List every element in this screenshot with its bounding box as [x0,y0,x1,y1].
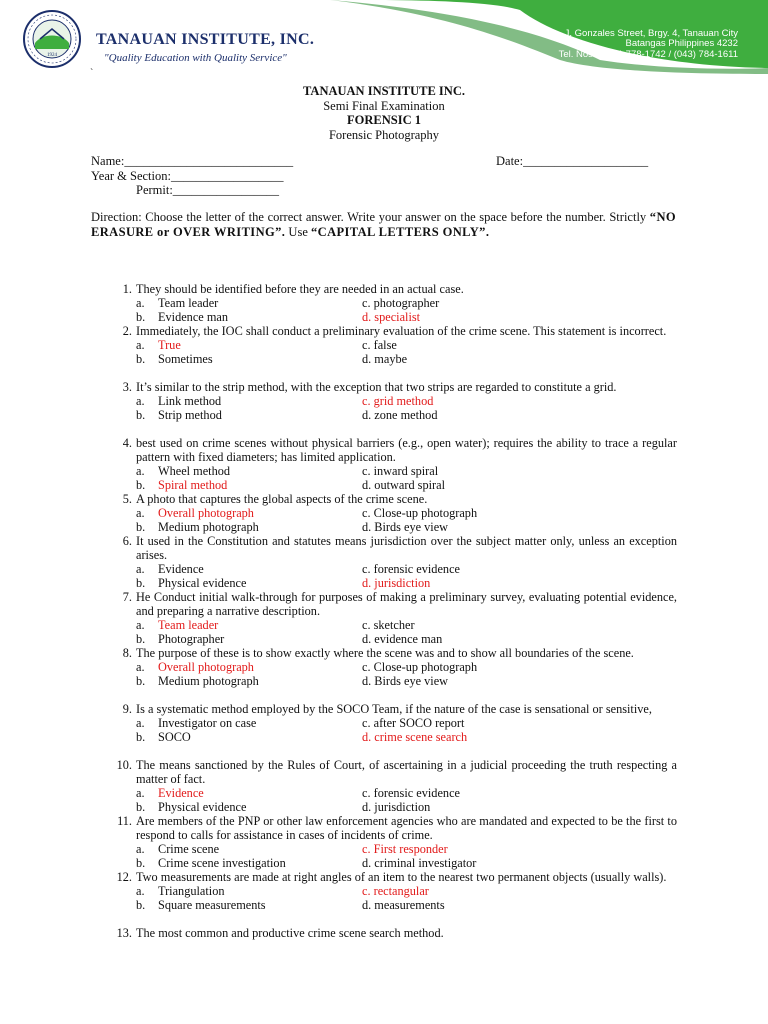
question-text: He Conduct initial walk-through for purposes of making a preliminary survey, evaluating potential evidence, and preparing a narrative description. [136,590,677,619]
address-line-1: J. Gonzales Street, Brgy. 4, Tanauan City [564,28,738,39]
seal-year: 1924 [47,53,57,58]
option-c [362,562,460,576]
option-text: d. Birds eye view [362,520,449,535]
year-section-field[interactable]: Year & Section:__________________ [91,169,284,183]
option-letter: b. [136,352,146,367]
name-field[interactable]: Name:___________________________ [91,154,294,168]
option-letter: a. [136,660,145,675]
option-b [136,576,246,590]
option-c [362,618,415,632]
option-b [136,730,191,744]
question-number: 8. [122,646,132,660]
question-options [112,394,677,422]
question-item [112,534,677,590]
question-number: 10. [116,758,132,772]
option-a [136,394,221,408]
option-letter: b. [136,408,146,423]
option-c [362,716,464,730]
directions-emphasis-capital-letters: “CAPITAL LETTERS ONLY”. [311,224,490,239]
option-letter: a. [136,884,145,899]
option-text: Wheel method [158,464,231,479]
option-text: Team leader [158,618,219,633]
option-letter: a. [136,338,145,353]
option-text: Evidence [158,562,204,577]
option-text: d. outward spiral [362,478,445,493]
question-text: Are members of the PNP or other law enforcement agencies who are mandated and expected to be the first to respond to calls for assistance in cases of incidents of crime. [136,814,677,843]
address-line-2: Batangas Philippines 4232 [625,38,738,49]
option-letter: b. [136,800,146,815]
option-text: Overall photograph [158,506,254,521]
option-text: c. rectangular [362,884,429,899]
option-text: c. photographer [362,296,440,311]
question-item [112,282,677,324]
option-b [136,674,259,688]
option-letter: b. [136,576,146,591]
option-text: Overall photograph [158,660,254,675]
option-text: Spiral method [158,478,228,493]
option-text: Medium photograph [158,520,259,535]
address-line-3: Tel. Nos.: (043) 778-1742 / (043) 784-1611 [558,49,738,60]
option-text: Physical evidence [158,800,247,815]
option-letter: b. [136,898,146,913]
option-text: True [158,338,181,353]
option-letter: a. [136,296,145,311]
option-text: d. jurisdiction [362,576,431,591]
option-b [136,310,228,324]
institution-seal-icon [22,9,82,69]
option-text: c. grid method [362,394,434,409]
option-text: Investigator on case [158,716,257,731]
option-text: Sometimes [158,352,213,367]
question-item [112,758,677,814]
question-text: It used in the Constitution and statutes means jurisdiction over the subject matter only, unless an exception arises. [136,534,677,563]
option-letter: b. [136,856,146,871]
question-item [112,814,677,870]
option-text: d. evidence man [362,632,443,647]
question-number: 5. [122,492,132,506]
question-number: 9. [122,702,132,716]
option-text: d. crime scene search [362,730,468,745]
option-d [362,520,448,534]
option-text: c. sketcher [362,618,415,633]
option-c [362,394,433,408]
stray-mark: ` [90,68,94,79]
question-item [112,590,677,646]
option-b [136,520,259,534]
option-a [136,660,254,674]
exam-subject: FORENSIC 1 [347,113,421,127]
question-item [112,702,677,744]
question-options [112,296,677,324]
option-d [362,674,448,688]
option-text: d. specialist [362,310,421,325]
option-text: c. Close-up photograph [362,660,478,675]
question-number: 13. [116,926,132,940]
option-text: Team leader [158,296,219,311]
institution-name: TANAUAN INSTITUTE, INC. [96,31,315,48]
option-text: d. maybe [362,352,408,367]
option-text: Link method [158,394,222,409]
question-text: The most common and productive crime scene search method. [136,926,444,940]
option-text: c. forensic evidence [362,562,460,577]
option-letter: b. [136,674,146,689]
option-letter: a. [136,786,145,801]
exam-school-name: TANAUAN INSTITUTE INC. [303,84,465,98]
exam-title-block [0,84,768,142]
question-options [112,884,677,912]
option-text: c. false [362,338,397,353]
question-item [112,926,677,940]
option-text: c. Close-up photograph [362,506,478,521]
option-c [362,660,477,674]
option-c [362,338,397,352]
option-d [362,408,437,422]
question-options [112,660,677,688]
option-text: Evidence man [158,310,228,325]
letterhead [0,0,768,79]
question-text: Immediately, the IOC shall conduct a preliminary evaluation of the crime scene. This statement is incorrect. [136,324,667,338]
option-text: Strip method [158,408,222,423]
question-number: 6. [122,534,132,548]
option-letter: a. [136,618,145,633]
option-d [362,632,442,646]
question-options [112,842,677,870]
option-a [136,464,230,478]
option-text: d. zone method [362,408,438,423]
question-text: They should be identified before they are needed in an actual case. [136,282,464,296]
option-text: Photographer [158,632,225,647]
question-options [112,464,677,492]
question-options [112,618,677,646]
option-c [362,884,429,898]
question-text: The means sanctioned by the Rules of Court, of ascertaining in a judicial proceeding the truth respecting a matter of fact. [136,758,677,787]
option-d [362,898,445,912]
option-c [362,296,439,310]
option-letter: b. [136,520,146,535]
question-number: 2. [122,324,132,338]
option-d [362,576,430,590]
option-letter: b. [136,310,146,325]
question-number: 3. [122,380,132,394]
question-text: best used on crime scenes without physical barriers (e.g., open water); requires the ability to trace a regular pattern with fixed diameters; has limited application. [136,436,677,465]
option-d [362,800,430,814]
option-a [136,338,181,352]
directions-emphasis-no-erasure: “NO ERASURE or OVER WRITING”. [91,210,676,239]
option-b [136,408,222,422]
option-b [136,856,286,870]
question-options [112,506,677,534]
option-a [136,506,254,520]
exam-type: Semi Final Examination [323,98,445,113]
option-text: Crime scene investigation [158,856,286,871]
option-text: Physical evidence [158,576,247,591]
option-letter: b. [136,730,146,745]
question-options [112,338,677,366]
option-d [362,352,407,366]
option-text: c. inward spiral [362,464,439,479]
directions-use: Use [285,224,311,239]
question-item [112,380,677,422]
option-text: Medium photograph [158,674,259,689]
option-letter: b. [136,632,146,647]
permit-field[interactable]: Permit:_________________ [136,183,280,197]
option-text: d. criminal investigator [362,856,477,871]
option-c [362,464,438,478]
option-text: d. measurements [362,898,445,913]
option-letter: b. [136,478,146,493]
question-text: The purpose of these is to show exactly where the scene was and to show all boundaries of the scene. [136,646,634,660]
option-letter: a. [136,394,145,409]
date-field[interactable]: Date:____________________ [496,154,649,168]
question-text: Two measurements are made at right angles of an item to the nearest two permanent objects (usually walls). [136,870,667,884]
option-c [362,506,477,520]
option-c [362,842,448,856]
option-text: Triangulation [158,884,225,899]
question-number: 1. [122,282,132,296]
question-item [112,436,677,492]
question-item [112,492,677,534]
option-letter: a. [136,506,145,521]
question-item [112,870,677,912]
option-d [362,310,420,324]
option-c [362,786,460,800]
question-number: 11. [117,814,132,828]
option-b [136,478,227,492]
option-text: SOCO [158,730,191,745]
option-text: c. forensic evidence [362,786,460,801]
option-text: c. after SOCO report [362,716,465,731]
option-a [136,884,225,898]
option-a [136,842,219,856]
question-options [112,562,677,590]
option-a [136,562,204,576]
option-letter: a. [136,464,145,479]
question-text: Is a systematic method employed by the SOCO Team, if the nature of the case is sensational or sensitive, [136,702,652,716]
option-text: Crime scene [158,842,220,857]
option-d [362,856,476,870]
option-b [136,800,246,814]
option-d [362,478,445,492]
option-text: d. jurisdiction [362,800,431,815]
option-a [136,296,218,310]
question-number: 4. [122,436,132,450]
question-options [112,716,677,744]
option-a [136,716,256,730]
option-text: Evidence [158,786,204,801]
option-b [136,352,213,366]
question-item [112,646,677,688]
option-letter: a. [136,716,145,731]
option-letter: a. [136,562,145,577]
option-text: c. First responder [362,842,448,857]
directions-paragraph [91,210,676,239]
option-a [136,786,204,800]
institution-tagline: "Quality Education with Quality Service" [104,52,287,64]
question-options [112,786,677,814]
question-text: It’s similar to the strip method, with the exception that two strips are regarded to constitute a grid. [136,380,617,394]
option-b [136,898,266,912]
option-text: Square measurements [158,898,266,913]
question-item [112,324,677,366]
question-number: 7. [122,590,132,604]
option-letter: a. [136,842,145,857]
question-text: A photo that captures the global aspects of the crime scene. [136,492,428,506]
directions-text: Direction: Choose the letter of the correct answer. Write your answer on the space before the number. Strictly [91,210,650,224]
exam-topic: Forensic Photography [328,127,440,142]
option-b [136,632,224,646]
question-number: 12. [116,870,132,884]
option-d [362,730,467,744]
option-a [136,618,218,632]
option-text: d. Birds eye view [362,674,449,689]
